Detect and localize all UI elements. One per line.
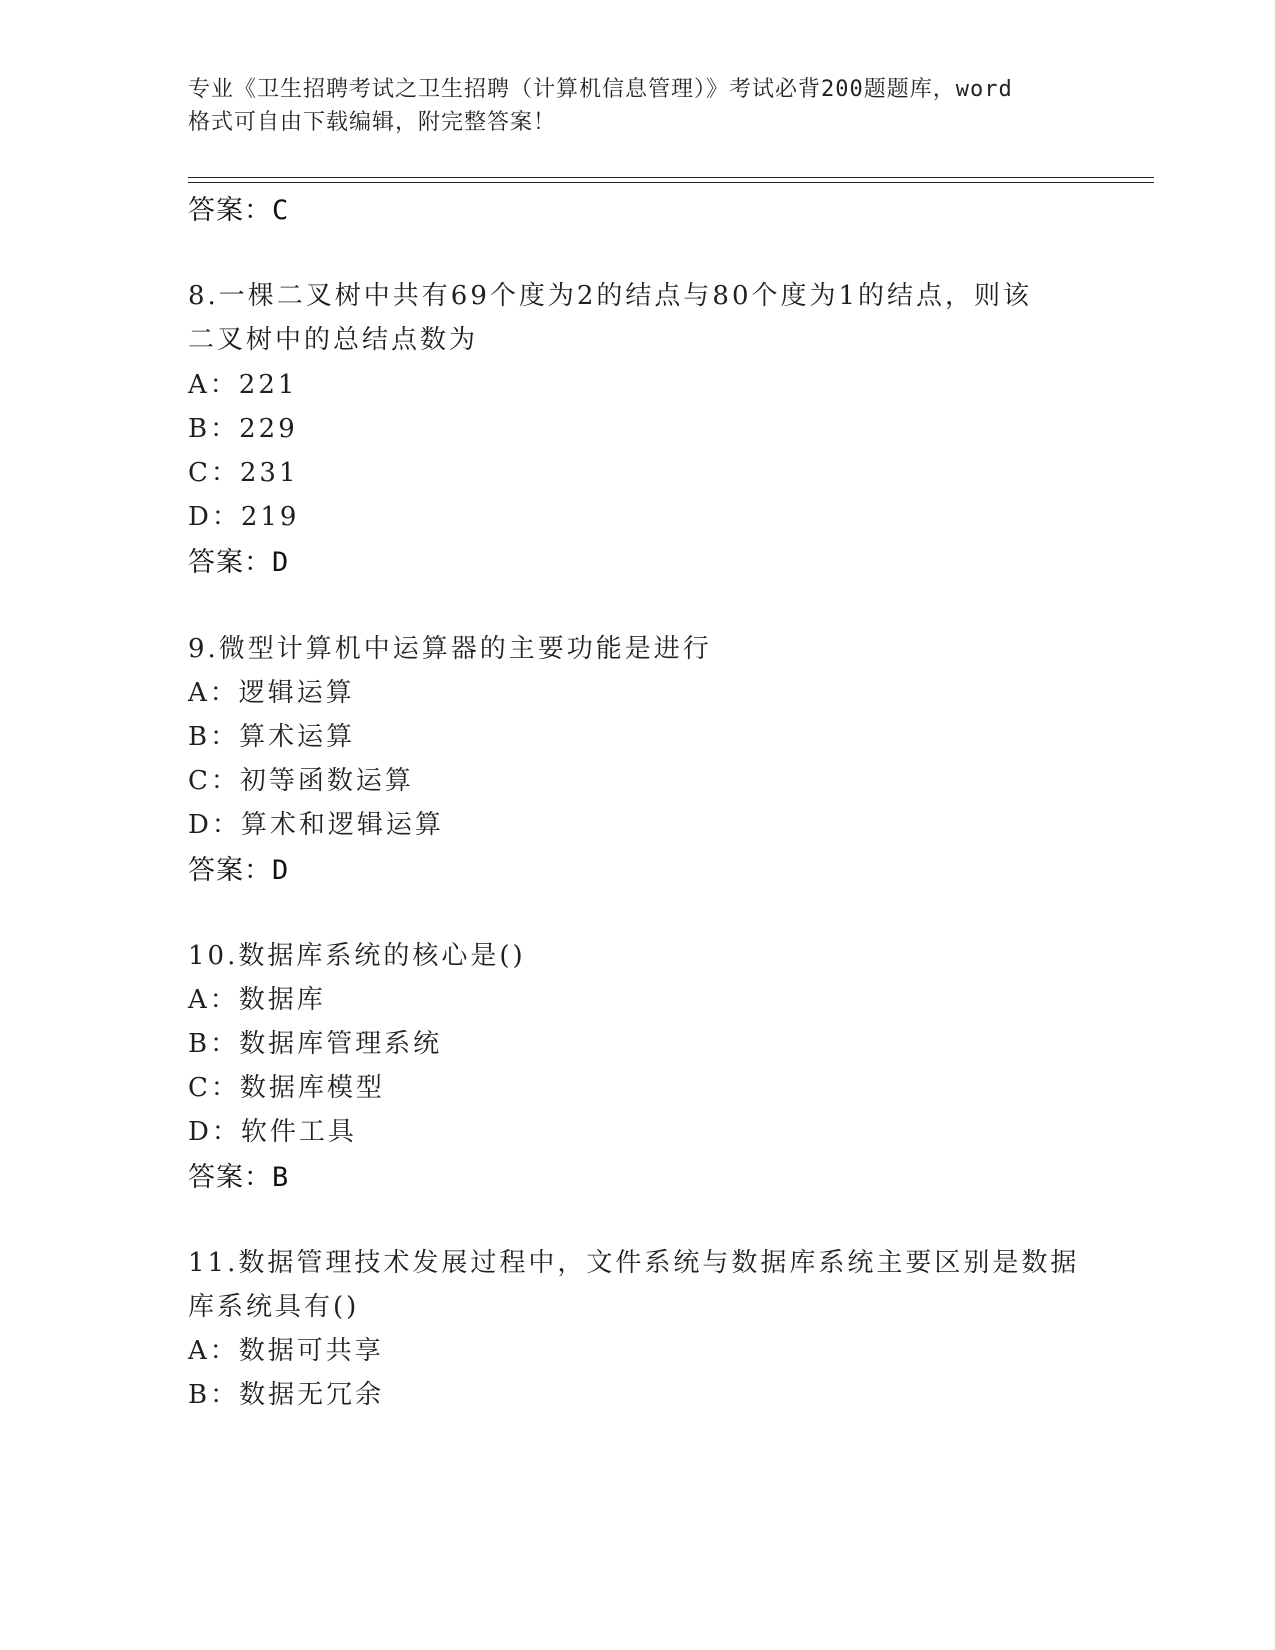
question-8-option-a: A：221 [188,370,298,400]
header-line-2: 格式可自由下载编辑，附完整答案！ [188,110,557,135]
question-9-option-b: B：算术运算 [188,722,356,752]
question-10-option-c: C：数据库模型 [188,1073,385,1103]
question-9-option-a: A：逻辑运算 [188,678,355,708]
question-8-stem-line-2: 二叉树中的总结点数为 [188,325,479,355]
question-11-option-b: B：数据无冗余 [188,1380,385,1410]
question-10-stem-line-1: 10.数据库系统的核心是() [188,941,526,971]
question-11-stem-line-2: 库系统具有() [188,1292,360,1322]
question-11-stem-line-1: 11.数据管理技术发展过程中，文件系统与数据库系统主要区别是数据 [188,1248,1080,1278]
header-divider-bottom [188,182,1154,183]
question-9-answer: 答案：D [188,855,290,886]
header-line-1: 专业《卫生招聘考试之卫生招聘（计算机信息管理）》考试必背200题题库，word [188,77,1013,102]
question-9-option-c: C：初等函数运算 [188,766,414,796]
question-8-answer: 答案：D [188,547,290,578]
question-11-option-a: A：数据可共享 [188,1336,384,1366]
document-header [188,73,1088,139]
question-10-option-b: B：数据库管理系统 [188,1029,443,1059]
question-8-option-b: B：229 [188,414,298,444]
question-9-option-d: D：算术和逻辑运算 [188,810,444,840]
question-9-stem-line-1: 9.微型计算机中运算器的主要功能是进行 [188,634,712,664]
question-10-option-a: A：数据库 [188,985,326,1015]
question-8-option-d: D：219 [188,502,300,532]
question-10-answer: 答案：B [188,1162,290,1193]
prev-question-answer: 答案：C [188,195,290,226]
question-8-option-c: C：231 [188,458,299,488]
header-divider-top [188,177,1154,178]
question-8-stem-line-1: 8.一棵二叉树中共有69个度为2的结点与80个度为1的结点，则该 [188,281,1033,311]
question-10-option-d: D：软件工具 [188,1117,357,1147]
